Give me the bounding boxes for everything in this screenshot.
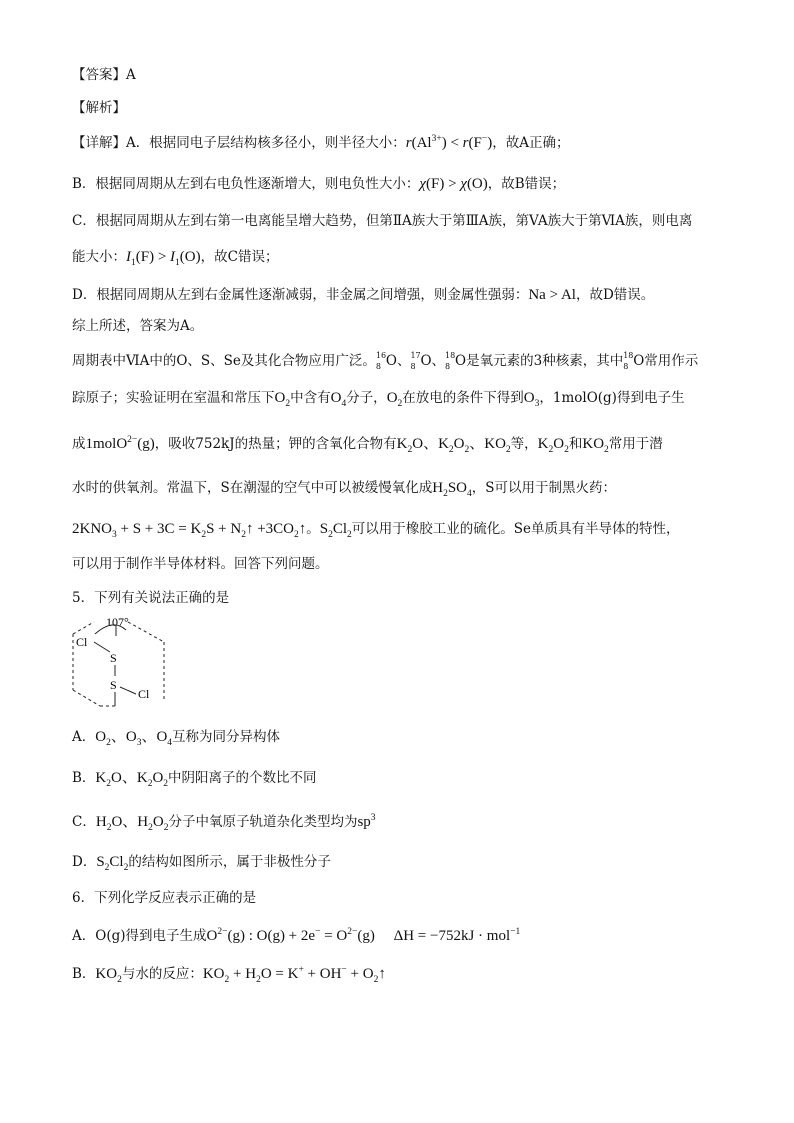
electronegativity-inequality: χ(F) > χ(O) (419, 176, 488, 192)
answer-value: A (126, 67, 136, 83)
ionization-inequality: $I_1(F) > I_1(O)$ (126, 249, 201, 268)
answer-line (72, 64, 732, 86)
q5-stem: 5．下列有关说法正确的是 (72, 590, 230, 606)
answer-label: 【答案】 (72, 67, 126, 83)
detail-a: 【详解】A．根据同电子层结构核多径小，则半径大小：$r(Al^{3+}) < r(F^-)$，故A正确； (72, 134, 570, 151)
passage-line-4: 水时的供氧剂。常温下，S在潮湿的空气中可以被缓慢氧化成$H_2SO_4$，S可以用于制黑火药： (72, 480, 617, 499)
atom-cl-top: Cl (76, 635, 88, 649)
atom-s-top: S (110, 651, 117, 665)
passage-line-2: 踪原子；实验证明在室温和常压下$O_2$中含有$O_4$分子，$O_2$在放电的条件下得到$O_3$，1molO(g)得到电子生 (72, 390, 685, 409)
q5-option-c[interactable]: C．$H_2O$、$H_2O_2$分子中氧原子轨道杂化类型均为$sp^3$ (72, 813, 376, 833)
passage-line-5: $2KNO_3 + S + 3C = K_2S$ + $N_2↑$ $+3CO_2↑$。$S_2Cl_2$可以用于橡胶工业的硫化。Se单质具有半导体的特性， (72, 521, 680, 540)
bond-cl-s-top (94, 642, 110, 652)
q5-option-b[interactable]: B．$K_2O$、$K_2O_2$中阴阳离子的个数比不同 (72, 770, 317, 789)
atom-cl-bottom: Cl (138, 687, 150, 701)
atom-s-bottom: S (110, 678, 117, 692)
analysis-label: 【解析】 (72, 100, 126, 116)
q5-option-d[interactable]: D．$S_2Cl_2$的结构如图所示，属于非极性分子 (72, 854, 331, 873)
summary-line: 综上所述，答案为A。 (72, 318, 204, 334)
q6-option-b[interactable]: B．$KO_2$与水的反应：$KO_2 + H_2O = K^+ + OH^-$ + $O_2↑$ (72, 965, 386, 985)
detail-b: B．根据同周期从左到右电负性逐渐增大，则电负性大小：χ(F) > χ(O)，故B错误； (72, 176, 566, 192)
q6-stem: 6．下列化学反应表示正确的是 (72, 890, 257, 906)
detail-c-1: C．根据同周期从左到右第一电离能呈增大趋势，但第ⅡA族大于第ⅢA族，第VA族大于第ⅥA族，则电离 (72, 213, 693, 229)
electron-affinity-equation: $O^{2-}(g)$ : $O(g) + 2e^- = O^{2-}(g)$ ΔH = −752kJ · mol$^{-1}$ (206, 927, 521, 944)
passage-line-3: 成1molO$^{2-}$(g)，吸收752kJ的热量；钾的含氧化合物有$K_2O$、$K_2O_2$、$KO_2$等，$K_2O_2$和$KO_2$常用于潜 (72, 435, 663, 455)
bond-s-cl-bottom (120, 687, 136, 694)
q6-option-a[interactable]: A．O(g)得到电子生成$O^{2-}(g)$ : $O(g) + 2e^- = O^{2-}(g)$ ΔH = −752kJ · mol$^{-1}$ (72, 927, 521, 944)
passage-line-6: 可以用于制作半导体材料。回答下列问题。 (72, 556, 329, 572)
ko2-water-equation: $KO_2 + H_2O = K^+ + OH^-$ + $O_2↑$ (202, 965, 386, 985)
detail-c-2: 能大小：$I_1(F) > I_1(O)$，故C错误； (72, 249, 279, 268)
q5-option-a[interactable]: A．$O_2$、$O_3$、$O_4$互称为同分异构体 (72, 729, 281, 748)
black-powder-equation: $2KNO_3 + S + 3C = K_2S$ + $N_2↑$ $+3CO_2↑$ (72, 521, 307, 540)
passage-line-1: 周期表中ⅥA中的O、S、Se及其化合物应用广泛。 16 8 O、 17 8 O、 18 8 O是氧元素的3种核素，其中 18 8 O常用作示 (72, 350, 699, 371)
radius-inequality: $r(Al^{3+}) < r(F^-)$ (405, 134, 493, 151)
detail-d: D．根据同周期从左到右金属性逐渐减弱，非金属之间增强，则金属性强弱：Na > Al，故D错误。 (72, 287, 655, 303)
angle-label: 107° (106, 615, 129, 629)
s2cl2-structure-diagram (70, 612, 170, 712)
